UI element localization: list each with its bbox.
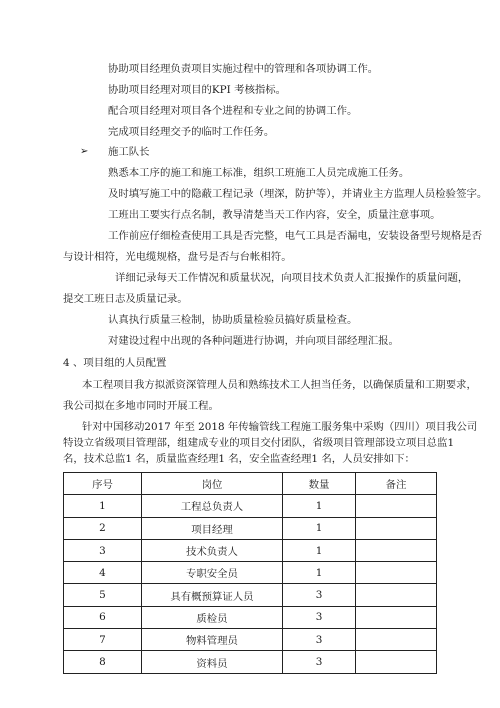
team-leader-heading: 施工队长 xyxy=(108,146,150,158)
cell-index: 4 xyxy=(64,562,142,584)
paragraph-line: 名，技术总监1 名，质量监查经理1 名，安全监查经理1 名，人员安排如下： xyxy=(63,453,415,465)
paragraph-line: 本工程项目我方拟派资深管理人员和熟练技术工人担当任务，以确保质量和工期要求， xyxy=(82,379,477,391)
team-leader-duty: 及时填写施工中的隐蔽工程记录（埋深，防护等），并请业主方监理人员检验签字。 xyxy=(108,188,488,200)
table-row xyxy=(64,495,437,517)
header-position: 岗位 xyxy=(141,473,282,495)
team-leader-duty: 详细记录每天工作情况和质量状况，向项目技术负责人汇报操作的质量问题， xyxy=(115,272,469,284)
cell-quantity: 3 xyxy=(282,629,355,651)
team-leader-duty: 与设计相符，光电缆规格，盘号是否与台帐相符。 xyxy=(63,251,292,263)
cell-position: 工程总负责人 xyxy=(141,495,282,517)
team-leader-duty: 对建设过程中出现的各种问题进行协调，并向项目部经理汇报。 xyxy=(108,335,399,347)
cell-remarks xyxy=(356,562,437,584)
cell-quantity: 1 xyxy=(282,495,355,517)
team-leader-duty: 提交工班日志及质量记录。 xyxy=(63,293,188,305)
header-remarks: 备注 xyxy=(356,473,437,495)
cell-index: 2 xyxy=(64,517,142,539)
cell-index: 5 xyxy=(64,584,142,606)
section-heading: 4 、项目组的人员配置 xyxy=(63,357,167,369)
cell-position: 项目经理 xyxy=(141,517,282,539)
table-row xyxy=(64,629,437,651)
duty-line: 配合项目经理对项目各个进程和专业之间的协调工作。 xyxy=(108,105,358,117)
cell-index: 1 xyxy=(64,495,142,517)
cell-index: 6 xyxy=(64,606,142,628)
cell-position: 技术负责人 xyxy=(141,539,282,561)
paragraph-line: 我公司拟在多地市同时开展工程。 xyxy=(63,400,219,412)
table-row xyxy=(64,606,437,628)
cell-quantity: 1 xyxy=(282,562,355,584)
cell-quantity: 3 xyxy=(282,584,355,606)
cell-position: 资料员 xyxy=(141,651,282,673)
table-row xyxy=(64,539,437,561)
cell-index: 7 xyxy=(64,629,142,651)
cell-remarks xyxy=(356,606,437,628)
duty-line: 完成项目经理交予的临时工作任务。 xyxy=(108,126,275,138)
header-quantity: 数量 xyxy=(282,473,355,495)
cell-remarks xyxy=(356,651,437,673)
cell-remarks xyxy=(356,629,437,651)
paragraph-line: 特设立省级项目管理部，组建成专业的项目交付团队，省级项目管理部设立项目总监1 xyxy=(63,437,455,449)
table-row xyxy=(64,517,437,539)
cell-remarks xyxy=(356,517,437,539)
table-row xyxy=(64,651,437,673)
arrow-bullet-icon: ➢ xyxy=(80,146,89,157)
cell-quantity: 3 xyxy=(282,651,355,673)
table-row xyxy=(64,584,437,606)
duty-line: 协助项目经理负责项目实施过程中的管理和各项协调工作。 xyxy=(108,63,379,75)
cell-position: 具有概预算证人员 xyxy=(141,584,282,606)
cell-position: 质检员 xyxy=(141,606,282,628)
cell-index: 3 xyxy=(64,539,142,561)
paragraph-line: 针对中国移动2017 年至 2018 年传输管线工程施工服务集中采购（四川）项目我公司 xyxy=(82,421,478,433)
table-header-row xyxy=(64,473,437,495)
cell-quantity: 1 xyxy=(282,517,355,539)
team-leader-duty: 工作前应仔细检查使用工具是否完整，电气工具是否漏电，安装设备型号规格是否 xyxy=(108,230,483,242)
cell-position: 物料管理员 xyxy=(141,629,282,651)
table-row xyxy=(64,562,437,584)
header-index: 序号 xyxy=(64,473,142,495)
cell-remarks xyxy=(356,539,437,561)
team-leader-duty: 认真执行质量三检制，协助质量检验员搞好质量检查。 xyxy=(108,314,358,326)
staffing-table xyxy=(63,472,437,674)
cell-quantity: 1 xyxy=(282,539,355,561)
team-leader-duty: 工班出工要实行点名制，教导清楚当天工作内容，安全，质量注意事项。 xyxy=(108,209,441,221)
cell-remarks xyxy=(356,495,437,517)
cell-remarks xyxy=(356,584,437,606)
cell-index: 8 xyxy=(64,651,142,673)
cell-quantity: 3 xyxy=(282,606,355,628)
team-leader-duty: 熟悉本工序的施工和施工标准，组织工班施工人员完成施工任务。 xyxy=(108,167,410,179)
cell-position: 专职安全员 xyxy=(141,562,282,584)
duty-line: 协助项目经理对项目的KPI 考核指标。 xyxy=(108,84,287,96)
